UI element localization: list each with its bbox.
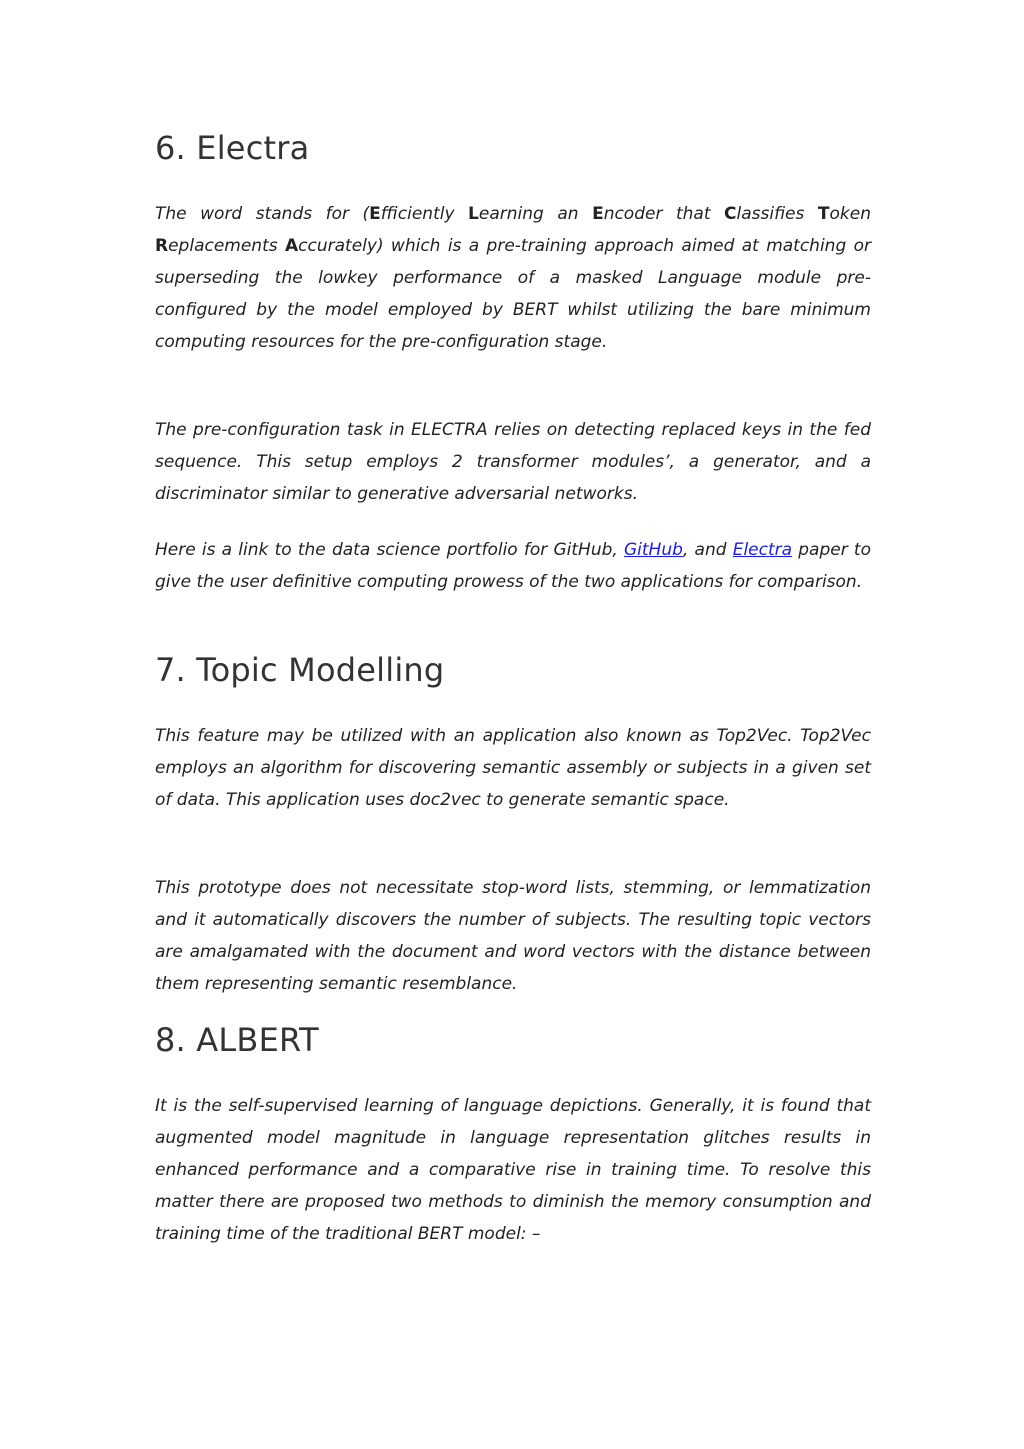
text-run: ccurately) which is a pre-training approach aimed at matching or superseding the lowkey performance of a masked Language module pre-configured by the model employed by BERT whilst utilizing the bare minimum computing resources for the pre-configuration stage. (155, 236, 871, 352)
electra-paragraph-1 (155, 198, 871, 358)
text-run: , and (682, 540, 733, 560)
text-run: Here is a link to the data science portfolio for GitHub, (155, 540, 624, 560)
initial-letter: A (284, 236, 299, 256)
initial-letter: T (817, 204, 830, 224)
text-run: oken (829, 204, 871, 224)
initial-letter: R (155, 236, 169, 256)
electra-paragraph-2: The pre-configuration task in ELECTRA relies on detecting replaced keys in the fed sequence. This setup employs 2 transformer modules’, a generator, and a discriminator similar to generative adversarial networks. (155, 420, 871, 504)
topic-paragraph-1: This feature may be utilized with an application also known as Top2Vec. Top2Vec employs an algorithm for discovering semantic assembly or subjects in a given set of data. This application uses doc2vec to generate semantic space. (155, 726, 871, 810)
initial-letter: E (369, 204, 381, 224)
electra-link[interactable]: Electra (732, 540, 793, 560)
initial-letter: E (592, 204, 604, 224)
section-heading-topic-modelling: 7. Topic Modelling (155, 651, 445, 689)
electra-paragraph-3 (155, 534, 871, 598)
text-run: eplacements (168, 236, 285, 256)
section-heading-electra: 6. Electra (155, 129, 310, 167)
text-run: lassifies (736, 204, 818, 224)
initial-letter: C (724, 204, 737, 224)
albert-paragraph-1: It is the self-supervised learning of language depictions. Generally, it is found that augmented model magnitude in language representation glitches results in enhanced performance and a comparative rise in training time. To resolve this matter there are proposed two methods to diminish the memory consumption and training time of the traditional BERT model: – (155, 1096, 871, 1244)
section-heading-albert: 8. ALBERT (155, 1021, 319, 1059)
github-link[interactable]: GitHub (624, 540, 683, 560)
text-run: The word stands for ( (155, 204, 370, 224)
text-run: paper to give the user definitive computing prowess of the two applications for comparison. (155, 540, 871, 592)
text-run: fficiently (380, 204, 469, 224)
initial-letter: L (468, 204, 479, 224)
topic-paragraph-2: This prototype does not necessitate stop-word lists, stemming, or lemmatization and it automatically discovers the number of subjects. The resulting topic vectors are amalgamated with the document and word vectors with the distance between them representing semantic resemblance. (155, 878, 871, 994)
text-run: ncoder that (603, 204, 725, 224)
text-run: earning an (478, 204, 593, 224)
